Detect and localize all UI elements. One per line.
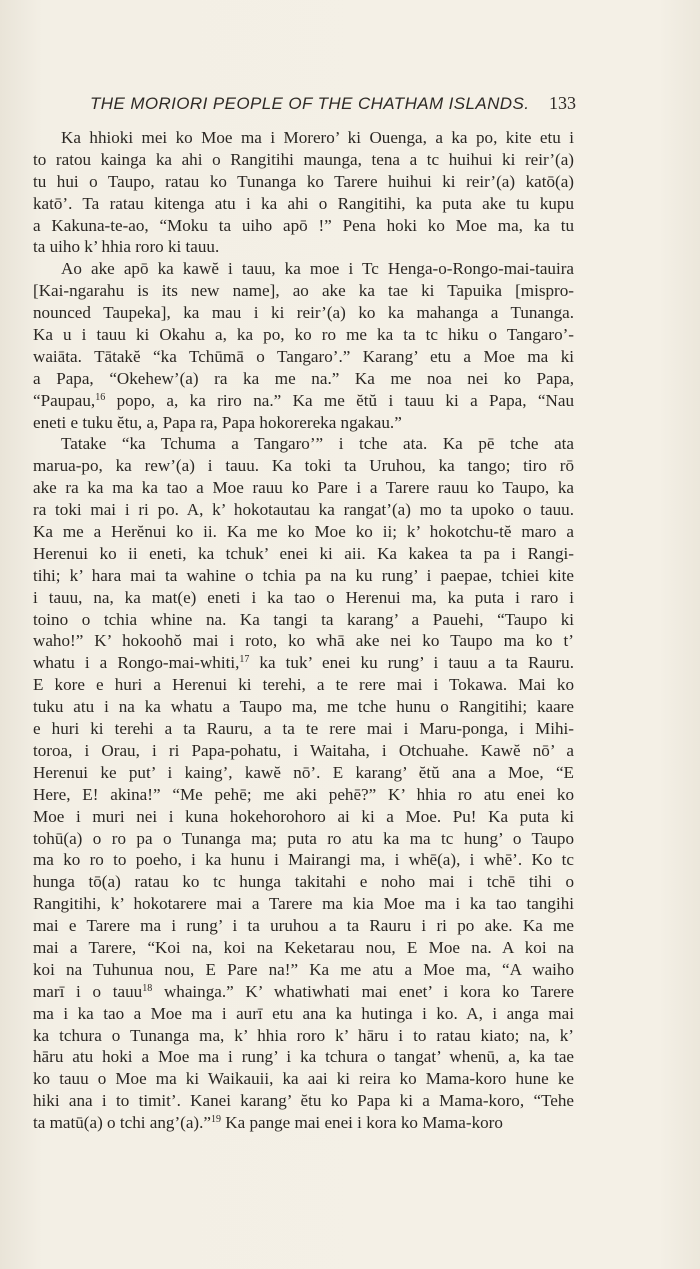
text-line: waho!” K’ hokoohŏ mai i roto, ko whā ake nei ko Taupo ma ko t’	[33, 631, 574, 651]
text-line: Ka u i tauu ki Okahu a, ka po, ko ro me ka ta tc hiku o Tangaro’-	[33, 325, 574, 345]
text-line: ka tchura o Tunanga ma, k’ hhia roro k’ hāru i to ratau kiato; na, k’	[33, 1025, 574, 1045]
text-line: toino o tchia whine na. Ka tangi ta karang’ a Pauehi, “Taupo ki	[33, 609, 574, 629]
text-line: hiki ana i to timit’. Kanei karang’ ĕtu ko Papa ki a Mama-koro, “Tehe	[33, 1091, 574, 1111]
text-line: Rangitihi, k’ hokotarere mai a Tarere ma kia Moe ma i ka tao tangihi	[33, 894, 574, 914]
body-text	[33, 127, 574, 1134]
text-line: marī i o tauu$^{18}$ whainga.” K’ whatiwhati mai enet’ i kora ko Tarere	[33, 981, 575, 1001]
text-line: E kore e huri a Herenui ki terehi, a te rere mai i Tokawa. Mai ko	[33, 675, 574, 695]
text-line: mai e Tarere ma i rung’ i ta uruhou a ta Rauru i ri po ake. Ka me	[33, 916, 574, 936]
text-line: [Kai-ngarahu is its new name], ao ake ka tae ki Tapuika [mispro-	[33, 281, 574, 301]
text-line: tuku atu i na ka whatu a Taupo ma, me tche hunu o Rangitihi; kaare	[33, 697, 574, 717]
text-line: ma i ka tao a Moe ma i aurī etu ana ka hutinga i ko. A, i anga mai	[33, 1003, 574, 1023]
text-line: Moe i muri nei i kuna hokehorohoro ai ki a Moe. Pu! Ka puta ki	[33, 806, 574, 826]
footnote-marker[interactable]: 17	[239, 654, 250, 666]
paragraph	[33, 258, 574, 433]
text-line: koi na Tuhunua nou, E Pare na!” Ka me atu a Moe ma, “A waiho	[33, 959, 574, 979]
text-line: e huri ki terehi a ta Rauru, a ta te rere mai i Maru-ponga, i Mihi-	[33, 719, 574, 739]
text-line: Ao ake apō ka kawĕ i tauu, ka moe i Tc Henga-o-Rongo-mai-tauira	[61, 259, 574, 279]
text-line: Here, E! akina!” “Me pehē; me aki pehē?” K’ hhia ro atu enei ko	[33, 784, 574, 804]
text-line: to ratou kainga ka ahi o Rangitihi maunga, tena a tc huihui ki reir’(a)	[33, 149, 574, 169]
paragraph	[33, 433, 574, 1134]
text-line: waiāta. Tātakĕ “ka Tchūmā o Tangaro’.” Karang’ etu a Moe ma ki	[33, 346, 574, 366]
text-line: Ka hhioki mei ko Moe ma i Morero’ ki Ouenga, a ka po, kite etu i	[61, 128, 574, 147]
text-line: Tatake “ka Tchuma a Tangaro’” i tche ata. Ka pē tche ata	[61, 434, 574, 454]
running-title: THE MORIORI PEOPLE OF THE CHATHAM ISLANDS.	[90, 94, 530, 113]
text-line: a Papa, “Okehew’(a) ra ka me na.” Ka me noa nei ko Papa,	[33, 368, 574, 388]
text-line: Herenui ko ii eneti, ka tchuk’ enei ki aii. Ka kakea ta pa i Rangi-	[33, 543, 574, 563]
text-line: katō’. Ta ratau kitenga atu i ka ahi o Rangitihi, ka puta ake tu kupu	[33, 193, 574, 213]
footnote-marker[interactable]: 19	[210, 1114, 221, 1126]
text-line: hunga tō(a) ratau ko tc hunga takitahi e noho mai i tchē tihi o	[33, 872, 574, 892]
text-line: nounced Taupeka], ka mau i ki reir’(a) ko ka mahanga a Tunanga.	[33, 303, 574, 323]
paragraph	[33, 127, 574, 258]
text-line: tu hui o Taupo, ratau ko Tunanga ko Tarere huihui ki reir’(a) katō(a)	[33, 171, 574, 191]
text-line: tihi; k’ hara mai ta wahine o tchia pa na ku rung’ i paepae, tchiei kite	[33, 565, 574, 585]
text-line: ake ra ka ma ka tao a Moe rauu ko Pare i a Tarere rauu ko Taupo, ka	[33, 478, 574, 498]
text-line: ko tauu o Moe ma ki Waikauii, ka aai ki reira ko Mama-koro hune ke	[33, 1069, 574, 1089]
text-line: a Kakuna-te-ao, “Moku ta uiho apō !” Pena hoki ko Moe ma, ka tu	[33, 215, 574, 235]
text-line: mai a Tarere, “Koi na, koi na Keketarau nou, E Moe na. A koi na	[33, 937, 574, 957]
text-line: ta matū(a) o tchi ang’(a).”$^{19}$ Ka pange mai enei i kora ko Mama-koro	[33, 1113, 503, 1133]
text-line: tohū(a) o ro pa o Tunanga ma; puta ro atu ka ma tc hung’ o Taupo	[33, 828, 574, 848]
text-line: whatu i a Rongo-mai-whiti,$^{17}$ ka tuk’ enei ku rung’ i tauu a ta Rauru.	[33, 653, 574, 673]
text-line: hāru atu hoki a Moe ma i rung’ i ka tchura o tangat’ whenū, a, ka tae	[33, 1047, 574, 1067]
text-line: i tauu, na, ka mat(e) eneti i ka tao o Herenui ma, ka puta i raro i	[33, 587, 574, 607]
page-number: 133	[549, 93, 576, 113]
text-line: marua-po, ka rew’(a) i tauu. Ka toki ta Uruhou, ka tango; tiro rō	[33, 456, 574, 476]
text-line: ma ko ro to poeho, i ka hunu i Mairangi ma, i whē(a), i whē’. Ko tc	[33, 850, 574, 870]
page-header	[90, 93, 576, 114]
footnote-marker[interactable]: 16	[95, 391, 106, 403]
text-line: toroa, i Orau, i ri Papa-pohatu, i Waitaha, i Otchuahe. Kawĕ nō’ a	[33, 740, 574, 760]
text-line: Herenui ke put’ i kaing’, kawĕ nō’. E karang’ ĕtŭ ana a Moe, “E	[33, 762, 574, 782]
footnote-marker[interactable]: 18	[142, 982, 153, 994]
text-line: eneti e tuku ĕtu, a, Papa ra, Papa hokorereka ngakau.”	[33, 412, 402, 432]
text-line: ta uiho k’ hhia roro ki tauu.	[33, 237, 220, 257]
text-line: Ka me a Herĕnui ko ii. Ka me ko Moe ko ii; k’ hokotchu-tĕ maro a	[33, 522, 574, 542]
text-line: ra toki mai i ri po. A, k’ hokotautau ka rangat’(a) mo ta upoko o tauu.	[33, 500, 574, 520]
text-line: “Paupau,$^{16}$ popo, a, ka riro na.” Ka me ĕtŭ i tauu ki a Papa, “Nau	[33, 390, 574, 410]
